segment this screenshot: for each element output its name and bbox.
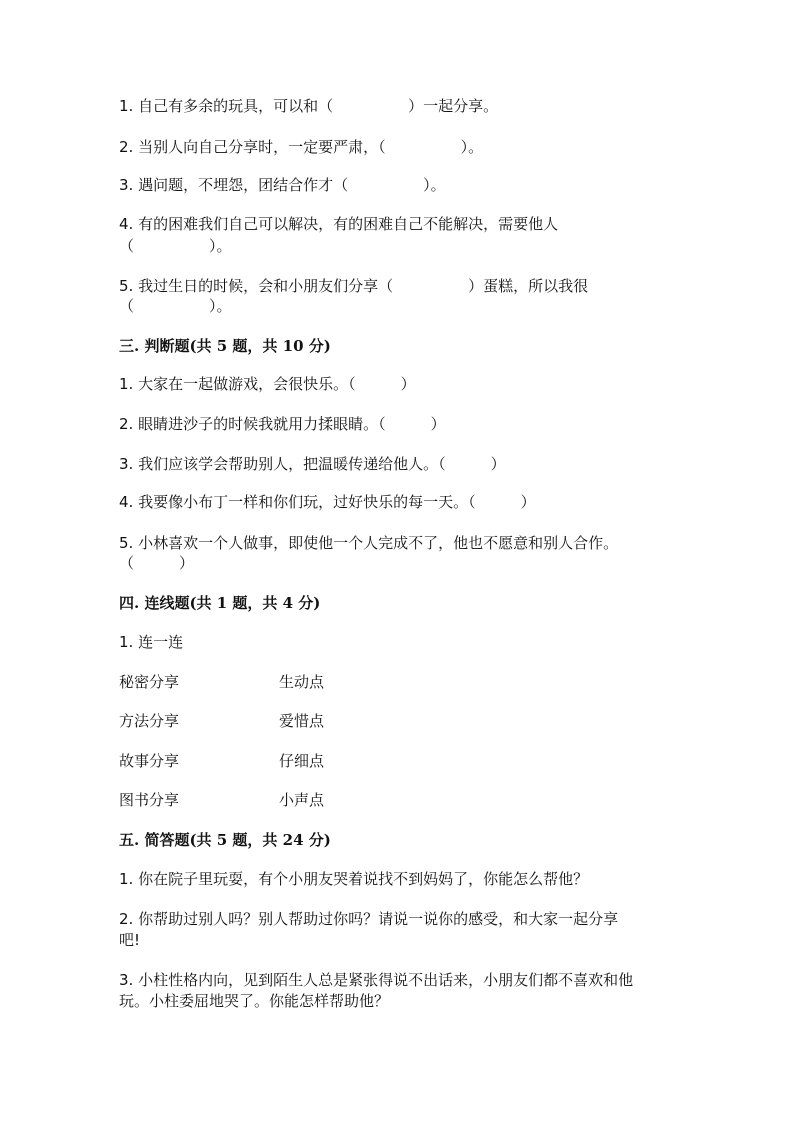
fill-blank-question-2: 2. 当别人向自己分享时，一定要严肃，（ ）。 [119, 138, 484, 156]
judge-question-2: 2. 眼睛进沙子的时候我就用力揉眼睛。（ ） [119, 415, 446, 433]
short-answer-question-2-line-2: 吧! [119, 931, 141, 949]
fill-blank-question-5-line-1: 5. 我过生日的时候，会和小朋友们分享（ ）蛋糕，所以我很 [119, 277, 589, 295]
short-answer-question-3-line-2: 玩。小柱委屈地哭了。你能怎样帮助他？ [119, 992, 390, 1010]
match-right-item-3: 仔细点 [279, 752, 325, 770]
section-heading-judge: 三. 判断题(共 5 题，共 10 分) [119, 337, 331, 355]
match-question-1: 1. 连一连 [119, 633, 184, 651]
section-heading-short-answer: 五. 简答题(共 5 题，共 24 分) [119, 831, 331, 849]
short-answer-question-1: 1. 你在院子里玩耍，有个小朋友哭着说找不到妈妈了，你能怎么帮他？ [119, 870, 589, 888]
fill-blank-question-4-line-1: 4. 有的困难我们自己可以解决，有的困难自己不能解决，需要他人 [119, 215, 559, 233]
short-answer-question-3-line-1: 3. 小柱性格内向，见到陌生人总是紧张得说不出话来，小朋友们都不喜欢和他 [119, 971, 634, 989]
match-right-item-4: 小声点 [279, 791, 325, 809]
judge-question-5-line-1: 5. 小林喜欢一个人做事，即使他一个人完成不了，他也不愿意和别人合作。 [119, 534, 619, 552]
judge-question-4: 4. 我要像小布丁一样和你们玩，过好快乐的每一天。（ ） [119, 493, 536, 511]
match-left-item-3: 故事分享 [119, 752, 180, 770]
section-heading-match: 四. 连线题(共 1 题，共 4 分) [119, 594, 321, 612]
fill-blank-question-1: 1. 自己有多余的玩具，可以和（ ）一起分享。 [119, 97, 499, 115]
judge-question-1: 1. 大家在一起做游戏，会很快乐。（ ） [119, 375, 416, 393]
fill-blank-question-4-line-2: （ ）。 [119, 237, 232, 255]
match-left-item-2: 方法分享 [119, 712, 180, 730]
judge-question-5-line-2: （ ） [119, 554, 195, 572]
match-right-item-1: 生动点 [279, 673, 325, 691]
match-right-item-2: 爱惜点 [279, 712, 325, 730]
match-left-item-4: 图书分享 [119, 791, 180, 809]
fill-blank-question-3: 3. 遇问题，不埋怨，团结合作才（ ）。 [119, 176, 446, 194]
fill-blank-question-5-line-2: （ ）。 [119, 297, 232, 315]
short-answer-question-2-line-1: 2. 你帮助过别人吗？别人帮助过你吗？请说一说你的感受，和大家一起分享 [119, 910, 619, 928]
judge-question-3: 3. 我们应该学会帮助别人，把温暖传递给他人。（ ） [119, 455, 506, 473]
match-left-item-1: 秘密分享 [119, 673, 180, 691]
